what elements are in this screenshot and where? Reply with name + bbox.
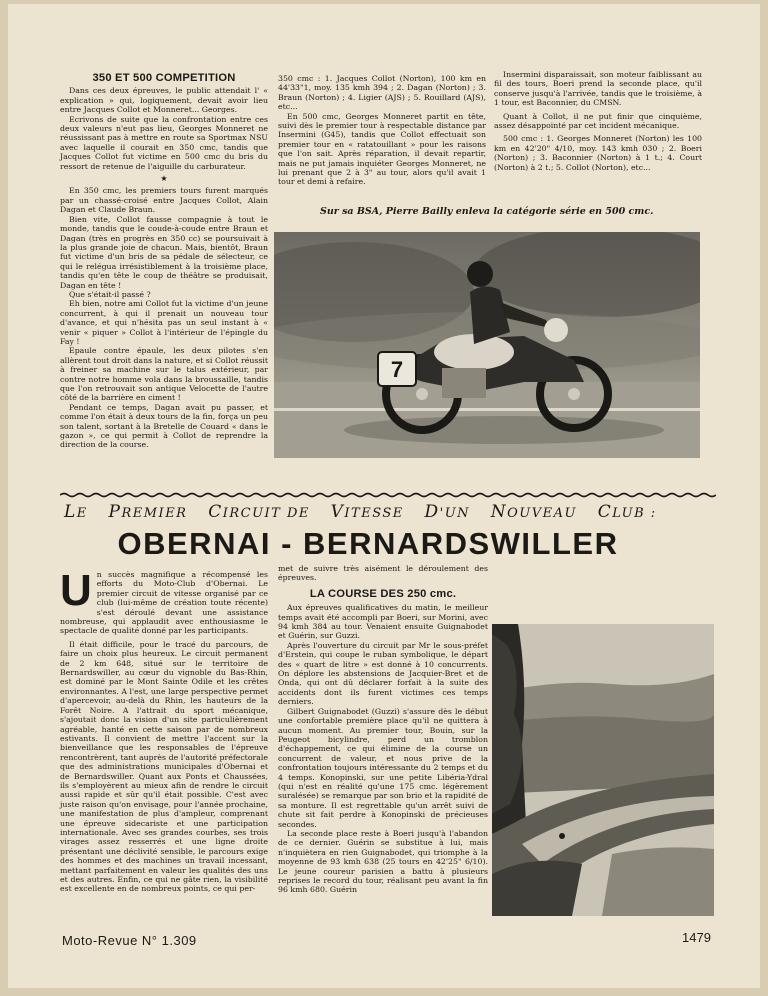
kicker-word: D'UN [424, 502, 471, 522]
paragraph: Quant à Collot, il ne put finir que cinquième, assez désappointé par cet incident mécanique. [494, 111, 702, 131]
paragraph: Dans ces deux épreuves, le public attendait l' « explication » qui, logiquement, devait avoir lieu entre Jacques Collot et Monneret... Georges. [60, 86, 268, 115]
paragraph: Insermini disparaissait, son moteur faiblissant au fil des tours, Boeri prend la seconde place, qu'il conserve jusqu'à l'arrivée, tandis que le troisième, à 1 tour, est Baconnier, du CMSN. [494, 70, 702, 108]
paragraph: En 350 cmc, les premiers tours furent marqués par un chassé-croisé entre Jacques Collot, Alain Dagan et Claude Braun. [60, 186, 268, 215]
paragraph: Il était difficile, pour le tracé du parcours, de faire un choix plus heureux. Le circuit permanent de 2 km 648, situé sur le territoire de Bernardswiller, au cœur du vignoble du Bas-Rhin, est dominé par le Mont Sainte Odile et les crêtes environnantes. A l'est, une large perspective permet d'apercevoir, au-delà du Rhin, les hauteurs de la Forêt Noire. A l'attrait du sport mécanique, s'ajoutait donc la vision d'un site particulièrement agréable, hanté en cette saison par de nombreux estivants. Il convient de mettre l'accent sur la bienveillance que les responsables de l'épreuve rencontrèrent, tant auprès de l'autorité préfectorale que des administrations municipales d'Obernai et de Bernardswiller. Quant aux Ponts et Chaussées, ils s'employèrent au mieux afin de rendre le circuit aussi rapide et sûr qu'il était possible. C'est avec juste raison qu'on envisage, pour l'année prochaine, une manifestation de plus d'ampleur, comprenant une épreuve sidecariste et une participation internationale. Avec ses grandes courbes, ses trois virages assez resserrés et une ligne droite présentant une déclivité sensible, le parcours exige des hommes et des machines un travail incessant, mettant parfaitement en valeur les qualités des uns et des autres. Enfin, ce qui ne gâte rien, la visibilité est excellente en de nombreux points, ce qui per- [60, 639, 268, 894]
kicker-word: NOUVEAU [490, 502, 577, 522]
race-number: 7 [390, 357, 404, 382]
feature-column-2 [278, 564, 488, 895]
motorcycle-photo-illustration [274, 232, 700, 458]
drop-cap: U [60, 566, 92, 615]
paragraph: Aux épreuves qualificatives du matin, le meilleur temps avait été accompli par Boeri, sur Morini, avec 94 kmh 384 au tour. Venaient ensuite Guignabodet et Guérin, sur Guzzi. [278, 603, 488, 641]
feature-column-1 [60, 566, 268, 894]
page-number: 1479 [682, 930, 711, 945]
circuit-landscape-illustration [492, 624, 714, 916]
results-350: 350 cmc : 1. Jacques Collot (Norton), 100 km en 44'33"1, moy. 135 kmh 394 ; 2. Dagan (Norton) ; 3. Braun (Norton) ; 4. Ligier (AJS) ; 5. Rouillard (AJS), etc... [278, 74, 486, 112]
section-title-250: LA COURSE DES 250 cmc. [309, 587, 457, 600]
section-star: ★ [160, 174, 168, 184]
kicker-word: VITESSE [330, 502, 404, 522]
paragraph: Epaule contre épaule, les deux pilotes s'en allèrent tout droit dans la nature, et si Collot réussit à freiner sa machine sur le talus extérieur, par contre notre homme vola dans la broussaille, tandis que l'on retrouvait son antique Velocette de l'autre côté de la barrière en ciment ! [60, 346, 268, 403]
paragraph: La seconde place reste à Boeri jusqu'à l'abandon de ce dernier. Guérin se substitue à lui, mais n'inquiètera en rien Guignabodet, qui triomphe à la moyenne de 93 kmh 638 (25 tours en 42'25" 6/10). Le jeune coureur parisien a battu à plusieurs reprises le record du tour, réalisant peu avant la fin 96 kmh 680. Guérin [278, 828, 488, 895]
paragraph: Après l'ouverture du circuit par Mr le sous-préfet d'Erstein, qui coupe le ruban symbolique, le départ des « quart de litre » est donné à 10 concurrents. On déplore les abstensions de Jacquier-Bret et de Onda, qui ont dû déclarer forfait à la suite des accidents dont ils furent victimes ces temps derniers. [278, 640, 488, 707]
kicker-word: LE [64, 502, 88, 522]
motorcycle-photo [274, 232, 700, 458]
paragraph: Ecrivons de suite que la confrontation entre ces deux valeurs n'eut pas lieu, Georges Monneret ne réussissant pas à mettre en route sa Sportmax NSU avec laquelle il courait en 350 cmc, tandis que Jacques Collot fut victime en 500 cmc du bris du ressort de retenue de l'aiguille du carburateur. [60, 114, 268, 171]
paragraph: Eh bien, notre ami Collot fut la victime d'un jeune concurrent, à qui il prenait un nouveau tour d'avance, et qui n'hésita pas un seul instant à « venir « piquer » Collot à l'intérieur de l'épingle du Fay ! [60, 299, 268, 346]
results-500: 500 cmc : 1. Georges Monneret (Norton) les 100 km en 42'20" 4/10, moy. 143 kmh 030 ; 2. Boeri (Norton) ; 3. Baconnier (Norton) à 1 t.; 4. Court (Norton) à 2 t.; 5. Collot (Norton), etc... [494, 134, 702, 172]
section-title-350-500: 350 ET 500 COMPETITION [92, 72, 236, 84]
top-column-1 [60, 74, 268, 450]
paragraph: Bien vite, Collot fausse compagnie à tout le monde, tandis que le coude-à-coude entre Braun et Dagan (très en progrès en 350 cc) se poursuivait à la plus grande joie de chacun. Mais, bientôt, Braun fut victime d'un bris de sa pédale de sélecteur, ce qui le relégua irrésistiblement à la troisième place, tandis qu'en tête le coup de théâtre se produisait, Dagan en tête ! [60, 214, 268, 290]
kicker-word: CIRCUIT DE [208, 502, 310, 522]
article-kicker [64, 502, 684, 522]
magazine-page [8, 4, 760, 988]
decorative-divider [60, 492, 716, 498]
top-column-3 [494, 70, 702, 172]
circuit-landscape-photo [492, 624, 714, 916]
kicker-word: CLUB : [597, 502, 657, 522]
magazine-issue: Moto-Revue N° 1.309 [62, 933, 197, 948]
top-column-2 [278, 74, 486, 187]
paragraph: En 500 cmc, Georges Monneret partit en tête, suivi dès le premier tour à respectable distance par Insermini (G45), tandis que Collot effectuait son premier tour en « ratatouillant » pour les raisons que l'on sait. Après réparation, il devait repartir, mais ne put jamais inquiéter Georges Monneret, ne lui prenant que 2 à 3" au tour, alors qu'il avait 1 tour et demi à refaire. [278, 111, 486, 187]
paragraph: Un succès magnifique a récompensé les efforts du Moto-Club d'Obernai. Le premier circuit de vitesse organisé par ce club (lui-même de création toute récente) s'est déroulé devant une assistance nombreuse, qui applaudit avec enthousiasme le spectacle de qualité donné par les participants. [60, 566, 268, 636]
paragraph: Gilbert Guignabodet (Guzzi) s'assure dès le début une confortable première place qu'il ne quittera à aucun moment. Au premier tour, Bouin, sur la Peugeot bicylindre, perd un tromblon d'échappement, ce qui élimine de la course un concurrent de valeur, et nous prive de la confrontation toujours intéressante du 2 temps et du 4 temps. Konopinski, sur une petite Libéria-Ydral (qui n'est en réalité qu'une 175 cmc. légèrement suralésée) se remarque par son brio et la rapidité de sa monture. Il est regrettable qu'un arrêt suivi de chute sit fait perdre à Konopinski de précieuses secondes. [278, 706, 488, 829]
paragraph: Que s'était-il passé ? [69, 289, 151, 299]
paragraph: met de suivre très aisément le déroulement des épreuves. [278, 564, 488, 583]
article-headline: OBERNAI - BERNARDSWILLER [117, 526, 619, 561]
paragraph: Pendant ce temps, Dagan avait pu passer, et comme l'on était à deux tours de la fin, força un peu son talent, sortant à la Bretelle de Couard « dans le gazon », ce qui permit à Collot de reprendre la direction de la course. [60, 402, 268, 450]
photo-caption: Sur sa BSA, Pierre Bailly enleva la catégorie série en 500 cmc. [320, 206, 654, 217]
kicker-word: PREMIER [108, 502, 188, 522]
